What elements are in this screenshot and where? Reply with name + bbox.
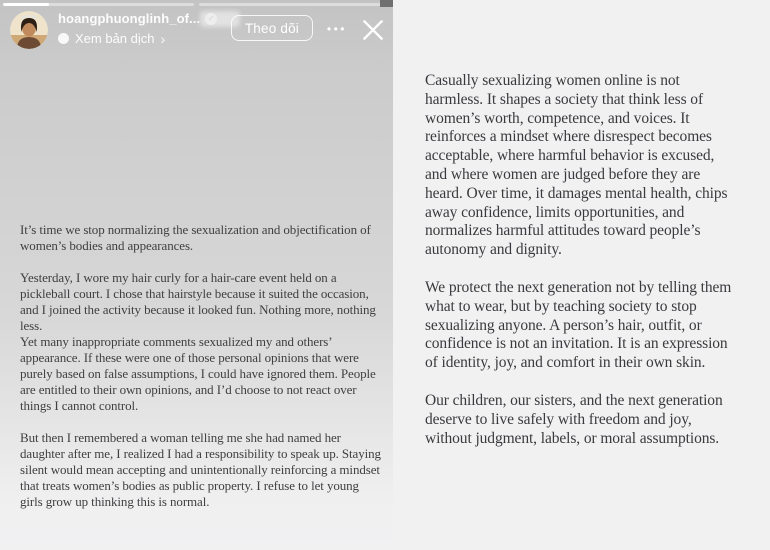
story-paragraph-2: Yesterday, I wore my hair curly for a hair-care event held on a pickleball court. I chose that hairstyle because it suited the occasion, and I joined the activity because it looked fun. Nothing more, nothing less. [20,270,376,333]
story-paragraph-4: But then I remembered a woman telling me she had named her daughter after me, I realized I had a responsibility to speak up. Staying silent would mean accepting and unintentionally reinforcing a mindset that treats women’s bodies as public property. I refuse to let young girls grow up thinking this is normal. [20,430,381,509]
more-options-icon[interactable]: ••• [326,22,347,36]
username[interactable]: hoangphuonglinh_of... [58,11,201,26]
globe-icon [58,33,69,44]
story-progress-bar [3,3,389,6]
follow-button[interactable]: Theo dõi [231,15,313,41]
chevron-right-icon: › [160,30,166,47]
article-paragraph-3: Our children, our sisters, and the next generation deserve to live safely with freedom and joy, without judgment, labels, or moral assumptions. [425,391,723,447]
article-text-block [425,72,739,448]
see-translation-link[interactable] [58,31,217,46]
see-translation-label: Xem bản dịch [75,31,155,46]
story-progress-segment-1 [3,3,194,6]
story-progress-segment-2 [199,3,390,6]
close-icon[interactable] [360,17,386,43]
story-paragraph-1: It’s time we stop normalizing the sexualization and objectification of women’s bodies and appearances. [20,222,371,253]
story-progress-fill [3,3,49,6]
corner-notch [380,0,393,7]
avatar[interactable] [10,11,48,49]
story-text-block [20,222,382,510]
article-paragraph-2: We protect the next generation not by telling them what to wear, but by teaching society to stop sexualizing anyone. A person’s hair, outfit, or confidence is not an invitation. It is an expression of identity, joy, and comfort in their own skin. [425,278,732,372]
story-identity-block [58,10,217,46]
story-paragraph-3: Yet many inappropriate comments sexualized my and others’ appearance. If these were one of those personal opinions that were purely based on false assumptions, I could have ignored them. People are entitled to their own opinions, and I’d choose to not react over things I cannot control. [20,334,376,413]
continuation-text-panel [393,0,770,550]
article-paragraph-1: Casually sexualizing women online is not harmless. It shapes a society that think less of women’s worth, competence, and voices. It reinforces a mindset where disrespect becomes acceptable, where harmful behavior is excused, and where women are judged before they are heard. Over time, it damages mental health, chips away confidence, limits opportunities, and normalizes harmful attitudes toward people’s autonomy and dignity. [425,72,728,259]
